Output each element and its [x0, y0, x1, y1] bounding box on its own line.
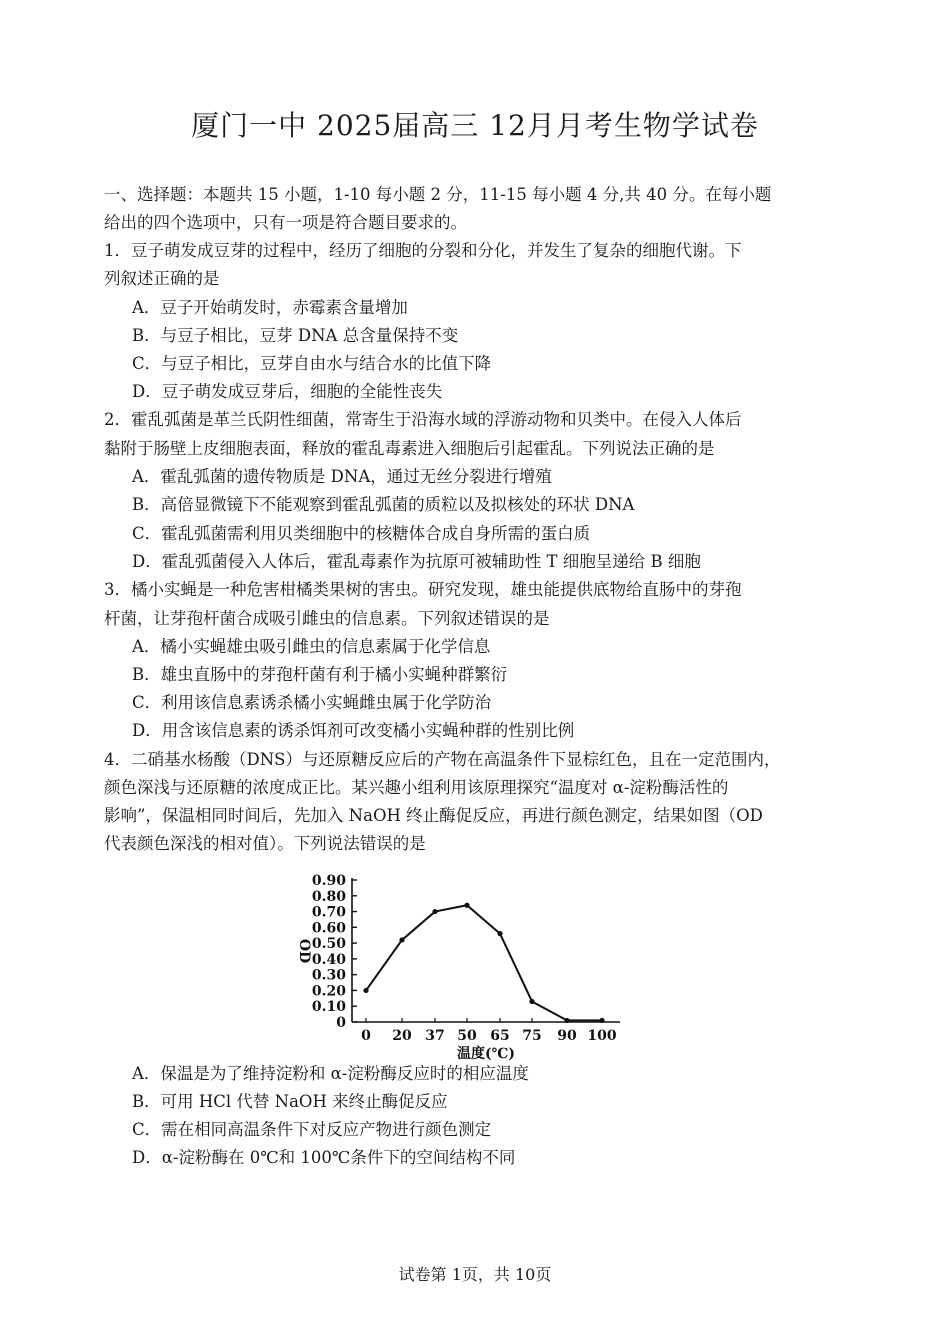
section-instructions-line2: 给出的四个选项中，只有一项是符合题目要求的。	[104, 213, 467, 232]
y-tick-label: 0.50	[311, 936, 346, 953]
data-point	[599, 1018, 604, 1023]
q2-stem-line1: 2．霍乱弧菌是革兰氏阴性细菌，常寄生于沿海水域的浮游动物和贝类中。在侵入人体后	[104, 410, 742, 429]
q3-option-c: C．利用该信息素诱杀橘小实蝇雌虫属于化学防治	[132, 693, 492, 712]
x-tick-label: 50	[457, 1028, 477, 1044]
data-line	[366, 905, 602, 1020]
q4-option-a: A．保温是为了维持淀粉和 α-淀粉酶反应时的相应温度	[132, 1064, 529, 1083]
q1-option-a: A．豆子开始萌发时，赤霉素含量增加	[132, 298, 408, 317]
q2-option-b: B．高倍显微镜下不能观察到霍乱弧菌的质粒以及拟核处的环状 DNA	[132, 495, 635, 514]
y-tick-label: 0.60	[311, 920, 346, 937]
data-point	[363, 988, 368, 993]
q1-option-b: B．与豆子相比，豆芽 DNA 总含量保持不变	[132, 326, 459, 345]
x-tick-label: 90	[557, 1028, 577, 1044]
data-point	[399, 937, 404, 942]
q4-stem-line1: 4．二硝基水杨酸（DNS）与还原糖反应后的产物在高温条件下显棕红色，且在一定范围内，	[104, 750, 781, 769]
x-axis-title: 温度(℃)	[456, 1046, 516, 1062]
q3-option-d: D．用含该信息素的诱杀饵剂可改变橘小实蝇种群的性别比例	[132, 721, 575, 740]
q4-stem-line3: 影响”，保温相同时间后，先加入 NaOH 终止酶促反应，再进行颜色测定，结果如图（OD	[104, 806, 763, 825]
q2-option-d: D．霍乱弧菌侵入人体后，霍乱毒素作为抗原可被辅助性 T 细胞呈递给 B 细胞	[132, 552, 701, 571]
x-tick-label: 20	[392, 1028, 412, 1044]
y-tick-label: 0.90	[311, 873, 346, 889]
y-tick-label: 0.10	[311, 999, 346, 1016]
data-point	[464, 903, 469, 908]
y-tick-label: 0.70	[311, 904, 346, 921]
od-temperature-chart	[290, 862, 630, 1062]
x-tick-label: 0	[361, 1028, 371, 1044]
q1-stem-line2: 列叙述正确的是	[104, 269, 220, 288]
q3-option-b: B．雄虫直肠中的芽孢杆菌有利于橘小实蝇种群繁衍	[132, 665, 508, 684]
q1-stem-line1: 1．豆子萌发成豆芽的过程中，经历了细胞的分裂和分化，并发生了复杂的细胞代谢。下	[104, 241, 742, 260]
y-tick-label: 0.20	[311, 983, 346, 1000]
x-tick-label: 37	[425, 1028, 445, 1044]
q2-option-c: C．霍乱弧菌需利用贝类细胞中的核糖体合成自身所需的蛋白质	[132, 524, 591, 543]
y-tick-label: 0	[336, 1015, 346, 1031]
x-tick-label: 65	[490, 1028, 510, 1044]
q1-option-c: C．与豆子相比，豆芽自由水与结合水的比值下降	[132, 354, 492, 373]
y-tick-label: 0.30	[311, 967, 346, 984]
q3-stem-line1: 3．橘小实蝇是一种危害柑橘类果树的害虫。研究发现，雄虫能提供底物给直肠中的芽孢	[104, 580, 742, 599]
data-point	[564, 1018, 569, 1023]
y-axis-title: OD	[296, 938, 312, 964]
x-tick-label: 75	[522, 1028, 542, 1044]
exam-title: 厦门一中 2025届高三 12月月考生物学试卷	[191, 109, 759, 142]
data-point	[497, 931, 502, 936]
q4-stem-line2: 颜色深浅与还原糖的浓度成正比。某兴趣小组利用该原理探究“温度对 α-淀粉酶活性的	[104, 778, 729, 797]
y-tick-label: 0.80	[311, 888, 346, 905]
x-tick-label: 100	[587, 1028, 617, 1044]
data-point	[529, 999, 534, 1004]
q4-stem-line4: 代表颜色深浅的相对值）。下列说法错误的是	[104, 834, 426, 853]
q1-option-d: D．豆子萌发成豆芽后，细胞的全能性丧失	[132, 382, 443, 401]
page-footer: 试卷第 1页，共 10页	[398, 1265, 552, 1284]
y-tick-label: 0.40	[311, 951, 346, 968]
q4-option-c: C．需在相同高温条件下对反应产物进行颜色测定	[132, 1120, 492, 1139]
q2-option-a: A．霍乱弧菌的遗传物质是 DNA，通过无丝分裂进行增殖	[132, 467, 552, 486]
data-point	[432, 909, 437, 914]
q2-stem-line2: 黏附于肠壁上皮细胞表面，释放的霍乱毒素进入细胞后引起霍乱。下列说法正确的是	[104, 439, 715, 458]
q4-option-d: D．α-淀粉酶在 0℃和 100℃条件下的空间结构不同	[132, 1148, 516, 1167]
section-instructions-line1: 一、选择题：本题共 15 小题，1-10 每小题 2 分，11-15 每小题 4 分,共 40 分。在每小题	[104, 185, 772, 204]
q4-option-b: B．可用 HCl 代替 NaOH 来终止酶促反应	[132, 1092, 448, 1111]
q3-stem-line2: 杆菌，让芽孢杆菌合成吸引雌虫的信息素。下列叙述错误的是	[104, 609, 550, 628]
q3-option-a: A．橘小实蝇雄虫吸引雌虫的信息素属于化学信息	[132, 637, 491, 656]
